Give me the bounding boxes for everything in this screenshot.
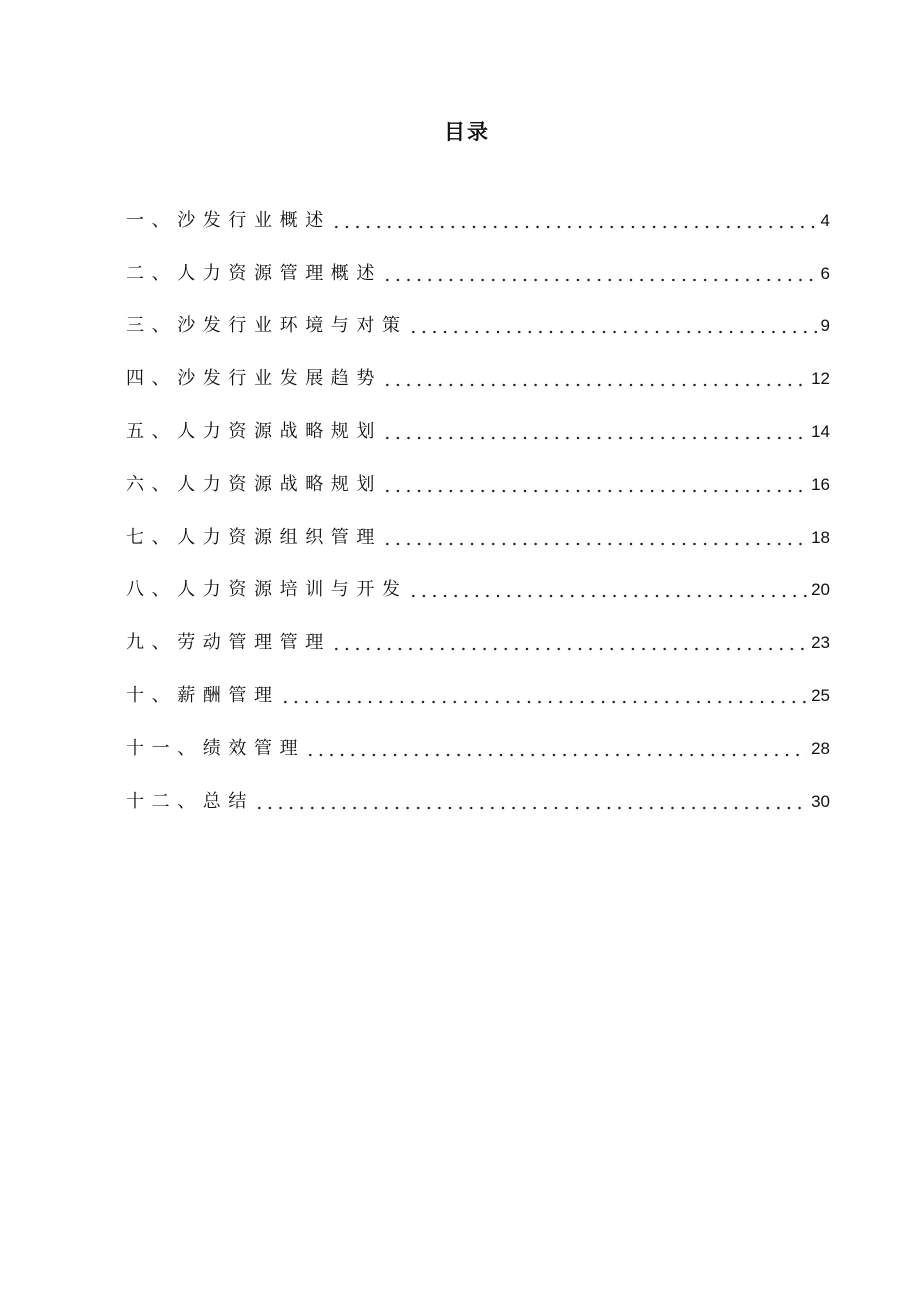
dot-leader [280, 700, 807, 704]
table-of-contents [126, 181, 830, 815]
dot-leader [408, 330, 817, 334]
toc-entry[interactable] [126, 551, 830, 604]
toc-entry-label: 二、人力资源管理概述 [126, 262, 382, 284]
toc-entry-page: 25 [811, 685, 830, 705]
dot-leader [382, 436, 807, 440]
dot-leader [331, 225, 817, 229]
toc-entry-label: 六、人力资源战略规划 [126, 473, 382, 495]
dot-leader [305, 753, 807, 757]
toc-entry-label: 四、沙发行业发展趋势 [126, 368, 382, 390]
toc-entry-page: 9 [820, 316, 830, 336]
toc-entry-label: 五、人力资源战略规划 [126, 420, 382, 442]
dot-leader [254, 806, 807, 810]
toc-entry-label: 十一、绩效管理 [126, 737, 306, 759]
toc-entry-page: 4 [820, 210, 830, 230]
toc-entry-label: 十、薪酬管理 [126, 684, 280, 706]
toc-entry-page: 16 [811, 474, 830, 494]
toc-entry[interactable] [126, 709, 830, 762]
toc-entry[interactable] [126, 603, 830, 656]
toc-entry-page: 28 [811, 738, 830, 758]
toc-entry-page: 20 [811, 580, 830, 600]
toc-entry[interactable] [126, 445, 830, 498]
toc-entry[interactable] [126, 287, 830, 340]
toc-entry-label: 七、人力资源组织管理 [126, 526, 382, 548]
toc-entry[interactable] [126, 498, 830, 551]
dot-leader [382, 489, 807, 493]
toc-entry-page: 14 [811, 421, 830, 441]
toc-entry-label: 八、人力资源培训与开发 [126, 579, 408, 601]
toc-entry-page: 30 [811, 791, 830, 811]
toc-entry[interactable] [126, 234, 830, 287]
toc-entry-page: 6 [820, 263, 830, 283]
toc-entry[interactable] [126, 339, 830, 392]
toc-entry-page: 23 [811, 633, 830, 653]
toc-entry-page: 18 [811, 527, 830, 547]
toc-entry-label: 一、沙发行业概述 [126, 209, 331, 231]
dot-leader [382, 383, 807, 387]
toc-entry-label: 三、沙发行业环境与对策 [126, 315, 408, 337]
dot-leader [382, 542, 807, 546]
dot-leader [331, 647, 807, 651]
toc-entry[interactable] [126, 656, 830, 709]
toc-entry[interactable] [126, 762, 830, 815]
toc-entry[interactable] [126, 181, 830, 234]
toc-entry-label: 十二、总结 [126, 790, 254, 812]
toc-title: 目录 [444, 120, 490, 144]
dot-leader [382, 278, 817, 282]
dot-leader [408, 594, 807, 598]
toc-entry-label: 九、劳动管理管理 [126, 632, 331, 654]
toc-entry-page: 12 [811, 369, 830, 389]
toc-entry[interactable] [126, 392, 830, 445]
